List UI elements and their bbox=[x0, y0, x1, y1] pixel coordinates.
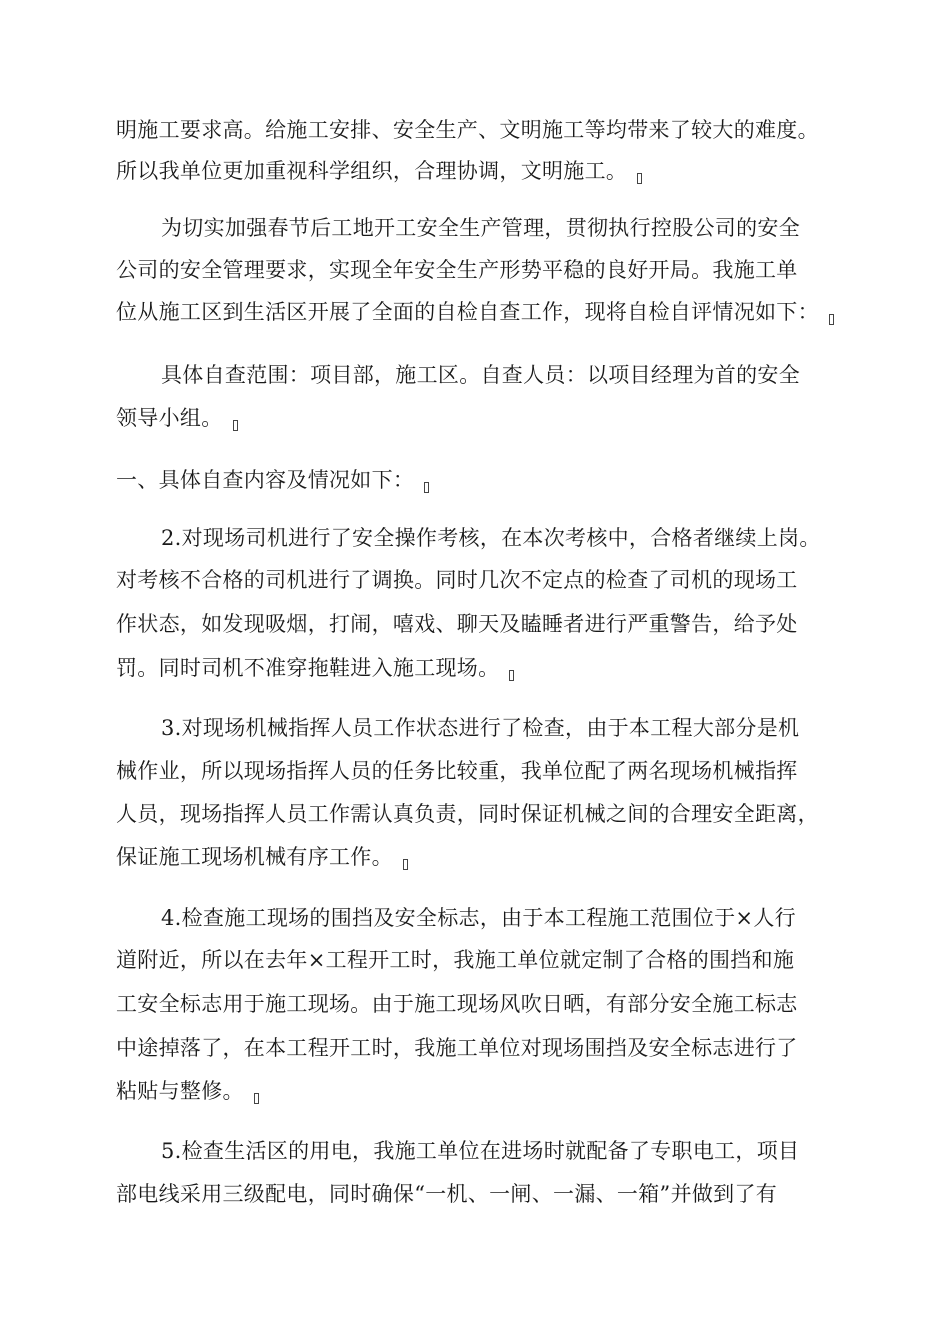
paragraph-mark-icon bbox=[829, 314, 834, 325]
text-line: 明施工要求高。给施工安排、安全生产、文明施工等均带来了较大的难度。 bbox=[116, 118, 819, 142]
paragraph-mark-icon bbox=[254, 1093, 259, 1104]
text-line: 公司的安全管理要求，实现全年安全生产形势平稳的良好开局。我施工单 bbox=[116, 258, 798, 282]
paragraph-mark-icon bbox=[424, 482, 429, 493]
text-line: 工安全标志用于施工现场。由于施工现场风吹日晒，有部分安全施工标志 bbox=[116, 992, 798, 1016]
paragraph-mark-icon bbox=[233, 420, 238, 431]
text-line: 3.对现场机械指挥人员工作状态进行了检查，由于本工程大部分是机 bbox=[161, 716, 800, 740]
text-line: 2.对现场司机进行了安全操作考核，在本次考核中，合格者继续上岗。 bbox=[161, 526, 821, 550]
text-line: 作状态，如发现吸烟，打闹，嘻戏、聊天及瞌睡者进行严重警告，给予处 bbox=[116, 612, 798, 636]
text-line: 道附近，所以在去年×工程开工时，我施工单位就定制了合格的围挡和施 bbox=[116, 948, 795, 972]
text-line: 5.检查生活区的用电，我施工单位在进场时就配备了专职电工，项目 bbox=[161, 1139, 800, 1163]
text-line: 械作业，所以现场指挥人员的任务比较重，我单位配了两名现场机械指挥 bbox=[116, 759, 798, 783]
text-line: 罚。同时司机不准穿拖鞋进入施工现场。 bbox=[116, 654, 514, 682]
paragraph-mark-icon bbox=[403, 859, 408, 870]
paragraph-mark-icon bbox=[637, 173, 642, 184]
text-line: 4.检查施工现场的围挡及安全标志，由于本工程施工范围位于×人行 bbox=[161, 906, 796, 930]
paragraph-mark-icon bbox=[509, 670, 514, 681]
text-line: 领导小组。 bbox=[116, 404, 238, 432]
text-line: 所以我单位更加重视科学组织，合理协调，文明施工。 bbox=[116, 157, 642, 185]
text-line: 为切实加强春节后工地开工安全生产管理，贯彻执行控股公司的安全 bbox=[161, 216, 800, 240]
text-line: 中途掉落了，在本工程开工时，我施工单位对现场围挡及安全标志进行了 bbox=[116, 1036, 798, 1060]
section-heading: 一、具体自查内容及情况如下： bbox=[116, 466, 429, 494]
text-line: 部电线采用三级配电，同时确保“一机、一闸、一漏、一箱”并做到了有 bbox=[116, 1182, 778, 1206]
text-line: 具体自查范围：项目部，施工区。自查人员：以项目经理为首的安全 bbox=[161, 363, 800, 387]
text-line: 对考核不合格的司机进行了调换。同时几次不定点的检查了司机的现场工 bbox=[116, 568, 798, 592]
text-line: 位从施工区到生活区开展了全面的自检自查工作，现将自检自评情况如下： bbox=[116, 298, 834, 326]
text-line: 保证施工现场机械有序工作。 bbox=[116, 843, 408, 871]
text-line: 粘贴与整修。 bbox=[116, 1077, 259, 1105]
text-line: 人员，现场指挥人员工作需认真负责，同时保证机械之间的合理安全距离， bbox=[116, 802, 819, 826]
